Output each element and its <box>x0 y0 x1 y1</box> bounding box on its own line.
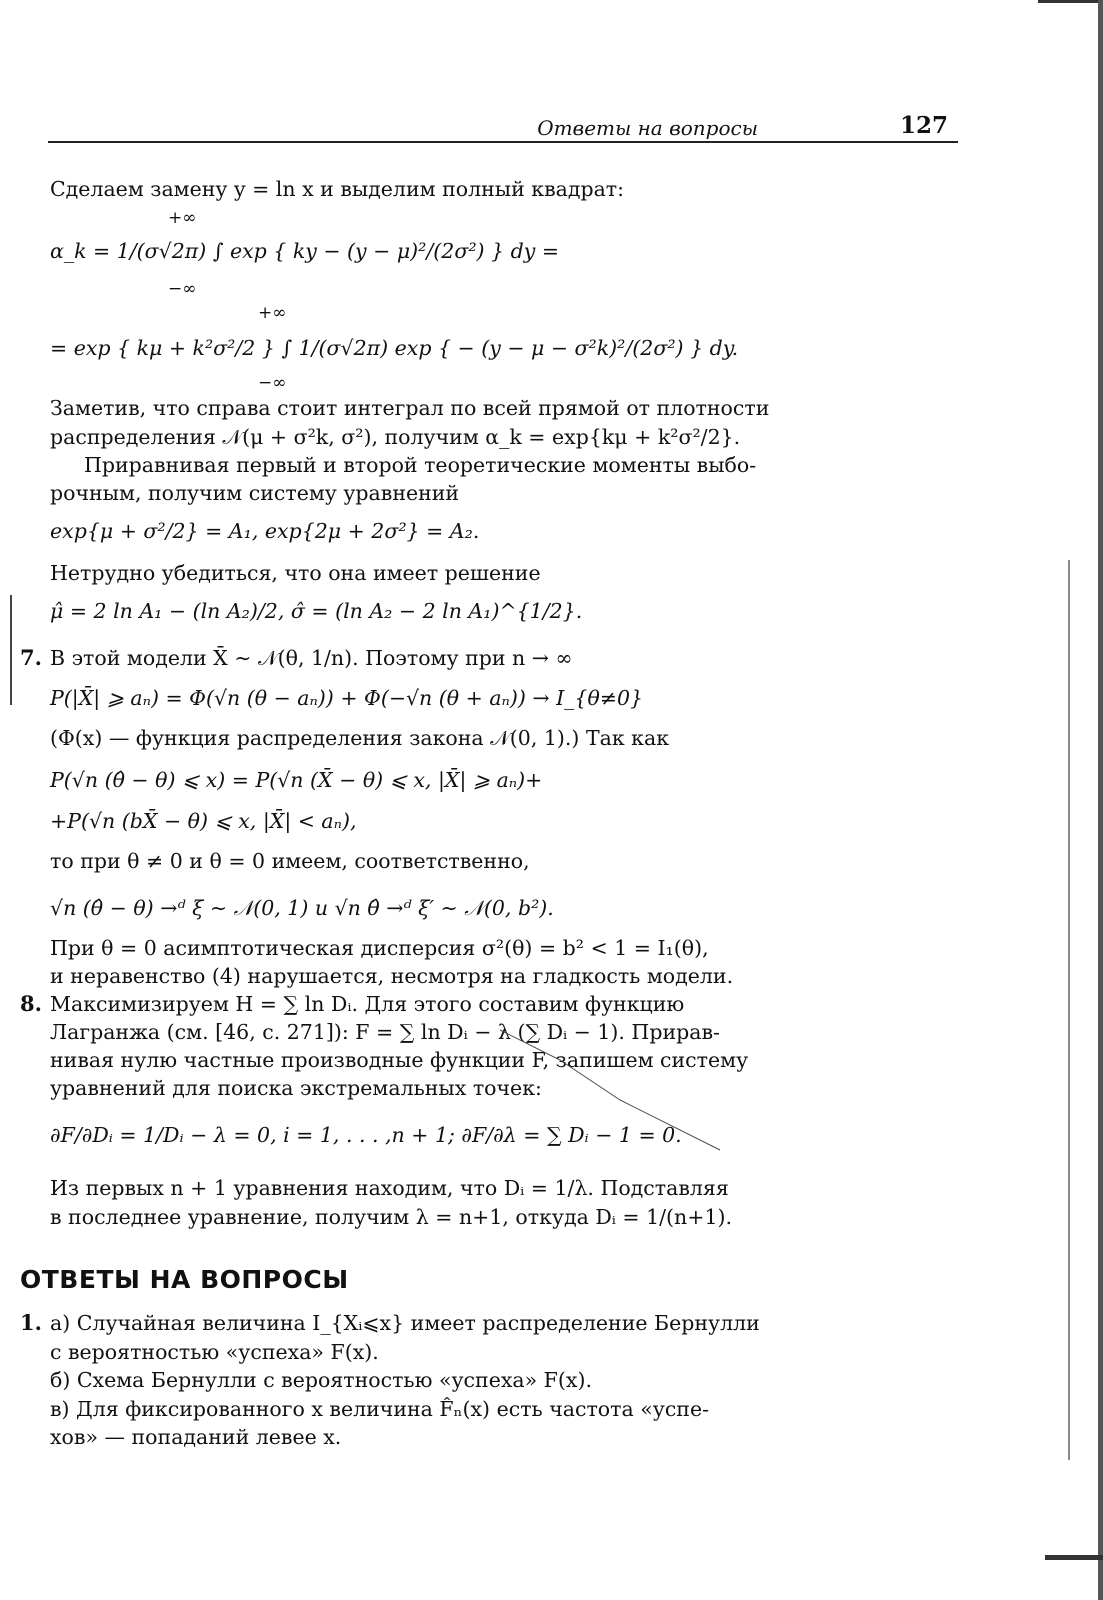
formula-line: ∂F/∂Dᵢ = 1/Dᵢ − λ = 0, i = 1, . . . ,n + 1; ∂F/∂λ = ∑ Dᵢ − 1 = 0. <box>50 1123 682 1147</box>
formula-line: μ̂ = 2 ln A₁ − (ln A₂)/2, σ̂ = (ln A₂ − 2 ln A₁)^{1/2}. <box>50 599 583 623</box>
text-line: Приравнивая первый и второй теоретические моменты выбо- <box>84 453 757 477</box>
formula-line: = exp { kμ + k²σ²/2 } ∫ 1/(σ√2π) exp { − (y − μ − σ²k)²/(2σ²) } dy. <box>50 336 739 360</box>
text-line: Максимизируем H = ∑ ln Dᵢ. Для этого составим функцию <box>50 992 685 1016</box>
text-line: хов» — попаданий левее x. <box>50 1425 342 1449</box>
text-line: Нетрудно убедиться, что она имеет решение <box>50 561 541 585</box>
formula-line: +P(√n (bX̄ − θ) ⩽ x, |X̄| < aₙ), <box>50 809 357 833</box>
text-line: уравнений для поиска экстремальных точек: <box>50 1076 542 1100</box>
text-line: рочным, получим систему уравнений <box>50 481 460 505</box>
text-line: Сделаем замену y = ln x и выделим полный квадрат: <box>50 177 625 201</box>
formula-line: α_k = 1/(σ√2π) ∫ exp { ky − (y − μ)²/(2σ²) } dy = <box>50 239 560 263</box>
formula-line: √n (θ̂ − θ) →ᵈ ξ ∼ 𝒩(0, 1) и √n θ̂ →ᵈ ξ′ ∼ 𝒩(0, b²). <box>50 896 554 920</box>
running-title: Ответы на вопросы <box>537 116 758 140</box>
integral-limit: +∞ <box>258 303 287 323</box>
text-line: распределения 𝒩(μ + σ²k, σ²), получим α_k = exp{kμ + k²σ²/2}. <box>50 425 741 449</box>
integral-limit: +∞ <box>168 208 197 228</box>
text-line: с вероятностью «успеха» F(x). <box>50 1340 379 1364</box>
item-number: 1. <box>20 1310 42 1335</box>
text-line: в) Для фиксированного x величина F̂ₙ(x) есть частота «успе- <box>50 1397 710 1421</box>
text-line: то при θ ≠ 0 и θ = 0 имеем, соответственно, <box>50 849 530 873</box>
text-line: При θ = 0 асимптотическая дисперсия σ²(θ) = b² < 1 = I₁(θ), <box>50 936 709 960</box>
integral-limit: −∞ <box>258 373 287 393</box>
text-line: и неравенство (4) нарушается, несмотря на гладкость модели. <box>50 964 734 988</box>
section-title: ОТВЕТЫ НА ВОПРОСЫ <box>20 1265 349 1294</box>
item-number: 7. <box>20 645 42 670</box>
text-line: В этой модели X̄ ∼ 𝒩(θ, 1/n). Поэтому при n → ∞ <box>50 646 573 670</box>
item-number: 8. <box>20 991 42 1016</box>
formula-line: exp{μ + σ²/2} = A₁, exp{2μ + 2σ²} = A₂. <box>50 519 480 543</box>
integral-limit: −∞ <box>168 279 197 299</box>
page-number: 127 <box>899 112 948 139</box>
formula-line: P(√n (θ̂ − θ) ⩽ x) = P(√n (X̄ − θ) ⩽ x, |X̄| ⩾ aₙ)+ <box>50 768 543 792</box>
text-line: (Φ(x) — функция распределения закона 𝒩(0, 1).) Так как <box>50 726 670 750</box>
text-line: в последнее уравнение, получим λ = n+1, откуда Dᵢ = 1/(n+1). <box>50 1205 732 1229</box>
text-line: а) Случайная величина I_{Xᵢ⩽x} имеет распределение Бернулли <box>50 1311 760 1335</box>
text-line: Из первых n + 1 уравнения находим, что Dᵢ = 1/λ. Подставляя <box>50 1176 729 1200</box>
text-line: б) Схема Бернулли с вероятностью «успеха» F(x). <box>50 1368 592 1392</box>
text-line: Заметив, что справа стоит интеграл по всей прямой от плотности <box>50 396 770 420</box>
formula-line: P(|X̄| ⩾ aₙ) = Φ(√n (θ − aₙ)) + Φ(−√n (θ + aₙ)) → I_{θ≠0} <box>50 686 644 710</box>
text-line: нивая нулю частные производные функции F, запишем систему <box>50 1048 749 1072</box>
text-line: Лагранжа (см. [46, с. 271]): F = ∑ ln Dᵢ − λ (∑ Dᵢ − 1). Прирав- <box>50 1020 720 1044</box>
